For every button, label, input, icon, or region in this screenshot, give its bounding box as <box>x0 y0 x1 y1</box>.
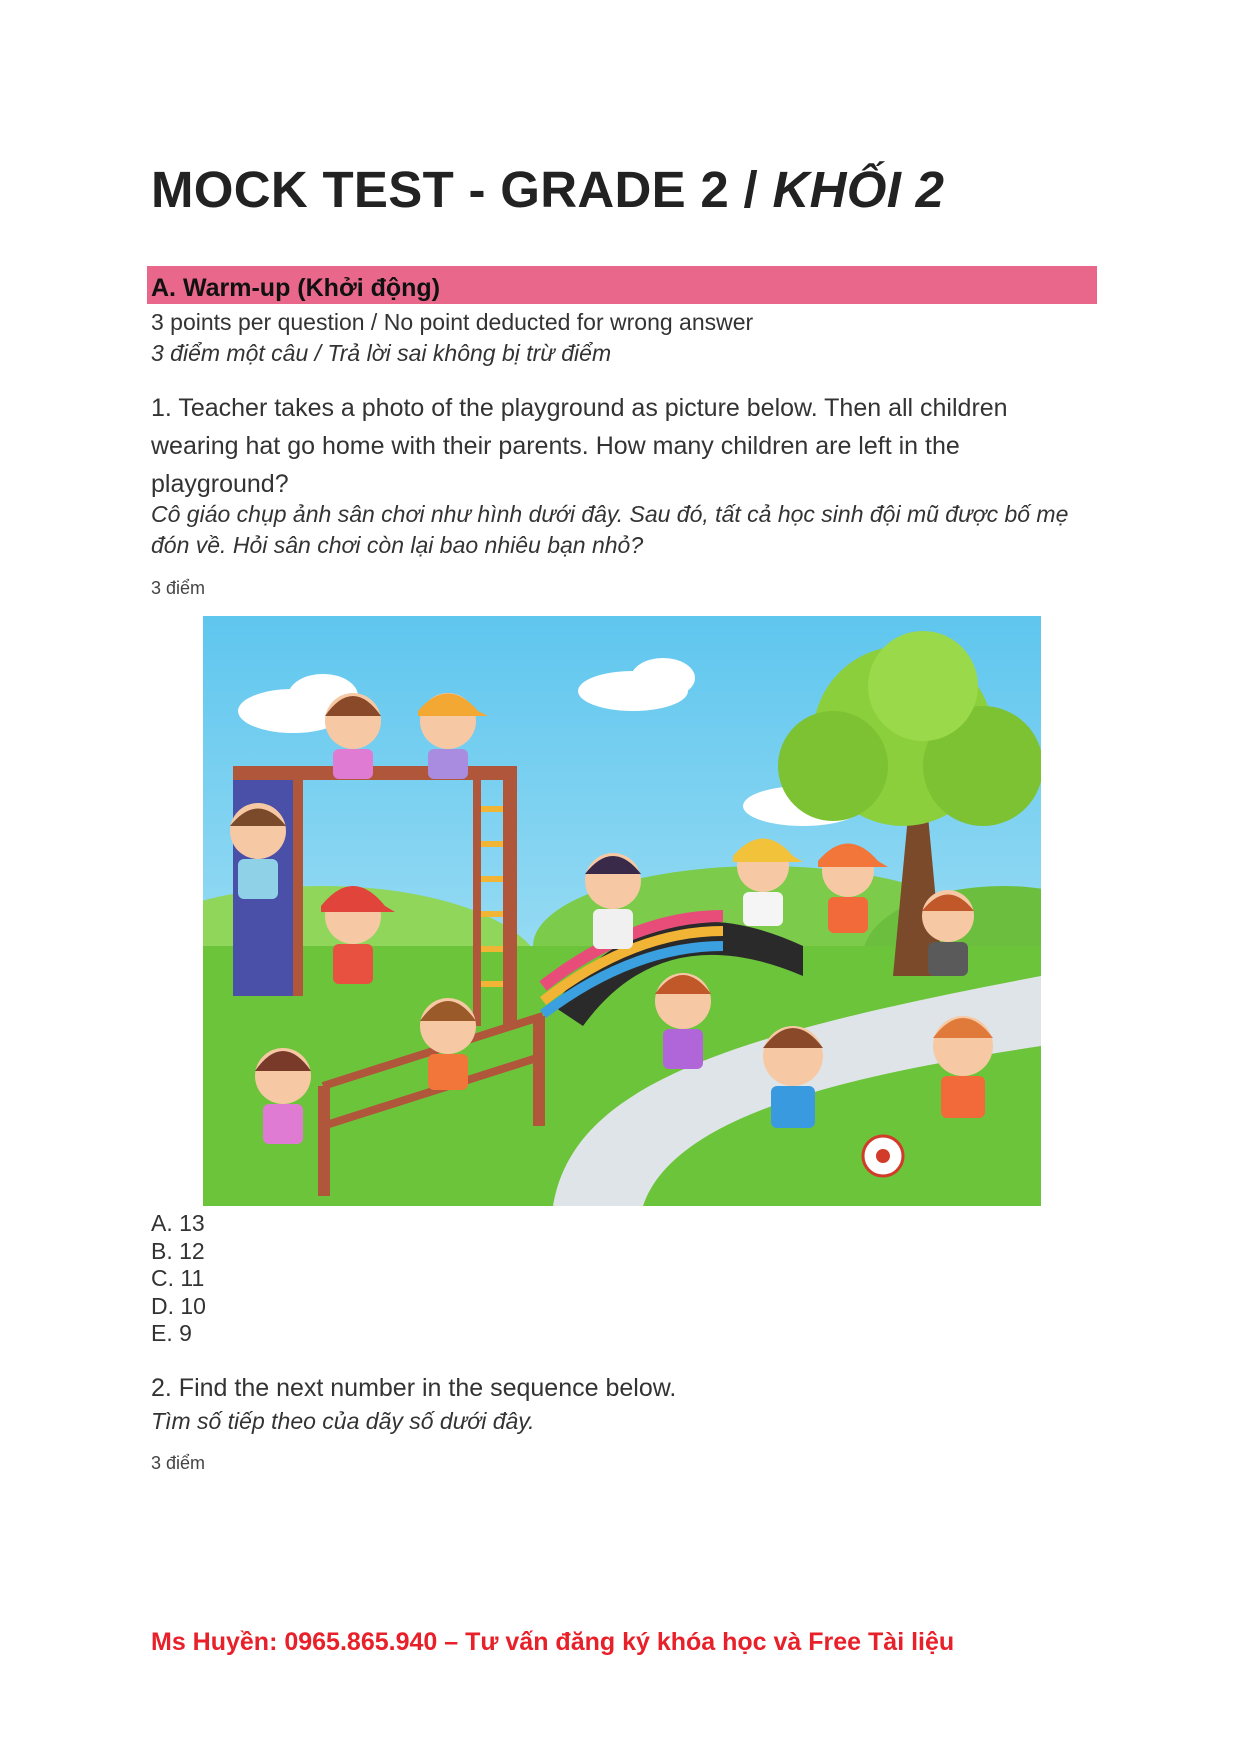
scoring-rule-en: 3 points per question / No point deducted for wrong answer <box>151 309 754 335</box>
question-2-text-en: 2. Find the next number in the sequence below. <box>151 1374 677 1402</box>
title-main: MOCK TEST - GRADE 2 / <box>151 161 773 218</box>
football-icon <box>863 1136 903 1176</box>
question-1-text-en: 1. Teacher takes a photo of the playground as picture below. Then all children wearing hat go home with their parents. How many children are left in the playground? <box>151 394 1008 498</box>
question-2-points: 3 điểm <box>151 1453 206 1473</box>
question-2-text-vi: Tìm số tiếp theo của dãy số dưới đây. <box>151 1408 535 1434</box>
footer-contact: Ms Huyền: 0965.865.940 – Tư vấn đăng ký khóa học và Free Tài liệu <box>151 1628 955 1656</box>
page-title <box>151 160 944 219</box>
option-b[interactable]: B. 12 <box>151 1237 205 1264</box>
playground-illustration <box>203 616 1041 1206</box>
option-e[interactable]: E. 9 <box>151 1320 192 1346</box>
option-d[interactable]: D. 10 <box>151 1292 206 1319</box>
option-a[interactable]: A. 13 <box>151 1210 205 1236</box>
question-1-text-vi: Cô giáo chụp ảnh sân chơi như hình dưới đây. Sau đó, tất cả học sinh đội mũ được bố mẹ đón về. Hỏi sân chơi còn lại bao nhiêu bạn nhỏ? <box>151 501 1069 558</box>
option-c[interactable]: C. 11 <box>151 1265 205 1291</box>
title-italic: KHỐI 2 <box>772 161 945 218</box>
question-1-points: 3 điểm <box>151 578 206 598</box>
section-title: A. Warm-up (Khởi động) <box>151 274 441 302</box>
question-1-options <box>151 1210 206 1348</box>
scoring-rule-vi: 3 điểm một câu / Trả lời sai không bị trừ điểm <box>151 340 612 366</box>
